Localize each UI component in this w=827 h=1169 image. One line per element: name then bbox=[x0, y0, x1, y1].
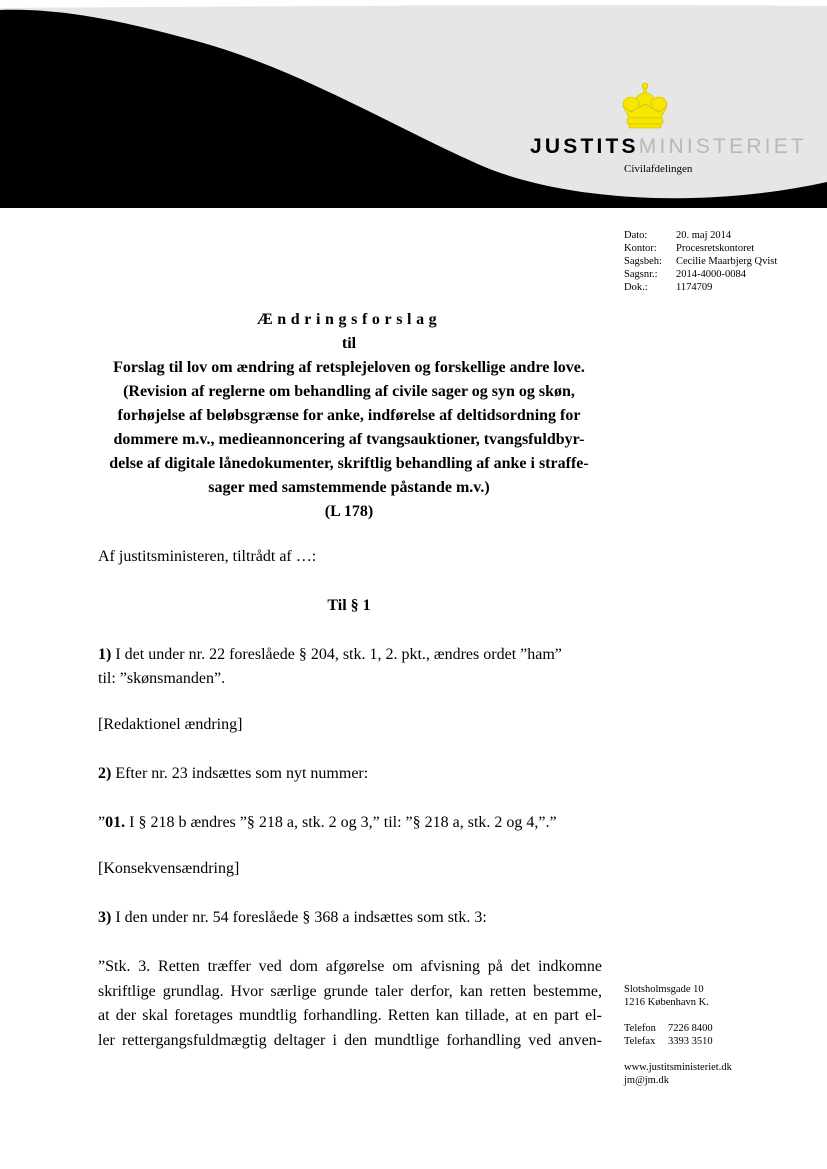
meta-row-date bbox=[624, 229, 777, 242]
insert-number: 01. bbox=[105, 814, 126, 831]
title-line: forhøjelse af beløbsgrænse for anke, indførelse af deltidsordning for bbox=[117, 407, 581, 424]
meta-label: Dok.: bbox=[624, 282, 648, 293]
title-heading: Ændringsforslag bbox=[256, 311, 442, 328]
meta-value: 1174709 bbox=[676, 282, 713, 293]
amendment-1-line bbox=[98, 643, 602, 667]
case-metadata bbox=[624, 229, 777, 294]
title-line: dommere m.v., medieannoncering af tvangsauktioner, tvangsfuldbyr- bbox=[113, 431, 585, 448]
meta-row-handler bbox=[624, 255, 777, 268]
meta-row-case-number bbox=[624, 268, 777, 281]
paragraph-line: at der skal foretages mundtlig forhandling. Retten kan tillade, at en part el- bbox=[98, 1007, 602, 1024]
paragraph-line: ”Stk. 3. Retten træffer ved dom afgørelse om afvisning på det indkomne bbox=[98, 958, 602, 975]
meta-value: 20. maj 2014 bbox=[676, 230, 732, 241]
website-link[interactable]: www.justitsministeriet.dk bbox=[624, 1062, 732, 1073]
amendment-number: 1) bbox=[98, 646, 112, 663]
meta-row-document bbox=[624, 281, 777, 294]
phone-label: Telefon bbox=[624, 1023, 656, 1034]
note-editorial: [Redaktionel ændring] bbox=[98, 716, 243, 733]
meta-label: Sagsnr.: bbox=[624, 269, 658, 280]
amendment-1-line: til: ”skønsmanden”. bbox=[98, 670, 226, 687]
amendment-1 bbox=[98, 643, 602, 691]
meta-label: Sagsbeh: bbox=[624, 256, 662, 267]
fax-number: 3393 3510 bbox=[668, 1036, 713, 1047]
logo-wordmark bbox=[530, 135, 807, 161]
header-banner bbox=[0, 0, 827, 208]
meta-label: Kontor: bbox=[624, 243, 657, 254]
stk3-paragraph bbox=[98, 955, 602, 1053]
address-street: Slotsholmsgade 10 bbox=[624, 984, 704, 995]
title-line: (Revision af reglerne om behandling af civile sager og syn og skøn, bbox=[123, 383, 575, 400]
meta-label: Dato: bbox=[624, 230, 648, 241]
amendment-number: 3) bbox=[98, 909, 112, 926]
fax-label: Telefax bbox=[624, 1036, 656, 1047]
title-line: delse af digitale lånedokumenter, skriftlig behandling af anke i straffe- bbox=[109, 455, 589, 472]
title-til: til bbox=[341, 335, 357, 352]
intro-text: Af justitsministeren, tiltrådt af …: bbox=[98, 548, 317, 565]
paragraph-line: skriftlige grundlag. Hvor særlige grunde taler derfor, kan retten bestemme, bbox=[98, 982, 602, 1000]
meta-row-office bbox=[624, 242, 777, 255]
paragraph-line: ler rettergangsfuldmægtig deltager i den mundtlige forhandling ved anven- bbox=[98, 1031, 602, 1049]
amendment-text: Efter nr. 23 indsættes som nyt nummer: bbox=[111, 765, 369, 782]
insert-text: I § 218 b ændres ”§ 218 a, stk. 2 og 3,” til: ”§ 218 a, stk. 2 og 4,”.” bbox=[125, 814, 557, 831]
crown-icon bbox=[617, 82, 673, 130]
fax-row bbox=[624, 1035, 732, 1048]
phone-number: 7226 8400 bbox=[668, 1023, 713, 1034]
amendment-2 bbox=[98, 762, 602, 786]
meta-value: Procesretskontoret bbox=[676, 243, 755, 254]
title-line: Forslag til lov om ændring af retsplejeloven og forskellige andre love. bbox=[113, 359, 585, 376]
email-link[interactable]: jm@jm.dk bbox=[624, 1075, 669, 1086]
section-heading: Til § 1 bbox=[327, 597, 371, 614]
document-title bbox=[92, 308, 606, 524]
amendment-2-insert bbox=[98, 811, 602, 835]
phone-row bbox=[624, 1022, 732, 1035]
amendment-text: I den under nr. 54 foreslåede § 368 a indsættes som stk. 3: bbox=[111, 909, 487, 926]
amendment-text: I det under nr. 22 foreslåede § 204, stk. 1, 2. pkt., ændres ordet ”ham” bbox=[111, 646, 562, 663]
department-name: Civilafdelingen bbox=[624, 163, 693, 175]
amendment-3 bbox=[98, 906, 602, 930]
logo-part-ministeriet: MINISTERIET bbox=[638, 135, 807, 158]
title-line: sager med samstemmende påstande m.v.) bbox=[208, 479, 490, 496]
address-city: 1216 København K. bbox=[624, 997, 709, 1008]
quote-mark: ” bbox=[98, 814, 106, 831]
note-consequential: [Konsekvensændring] bbox=[98, 860, 240, 877]
logo-part-justits: JUSTITS bbox=[530, 135, 639, 158]
meta-value: Cecilie Maarbjerg Qvist bbox=[676, 256, 778, 267]
amendment-number: 2) bbox=[98, 765, 112, 782]
meta-value: 2014-4000-0084 bbox=[676, 269, 746, 280]
title-reference: (L 178) bbox=[324, 503, 374, 520]
contact-info bbox=[624, 983, 732, 1087]
